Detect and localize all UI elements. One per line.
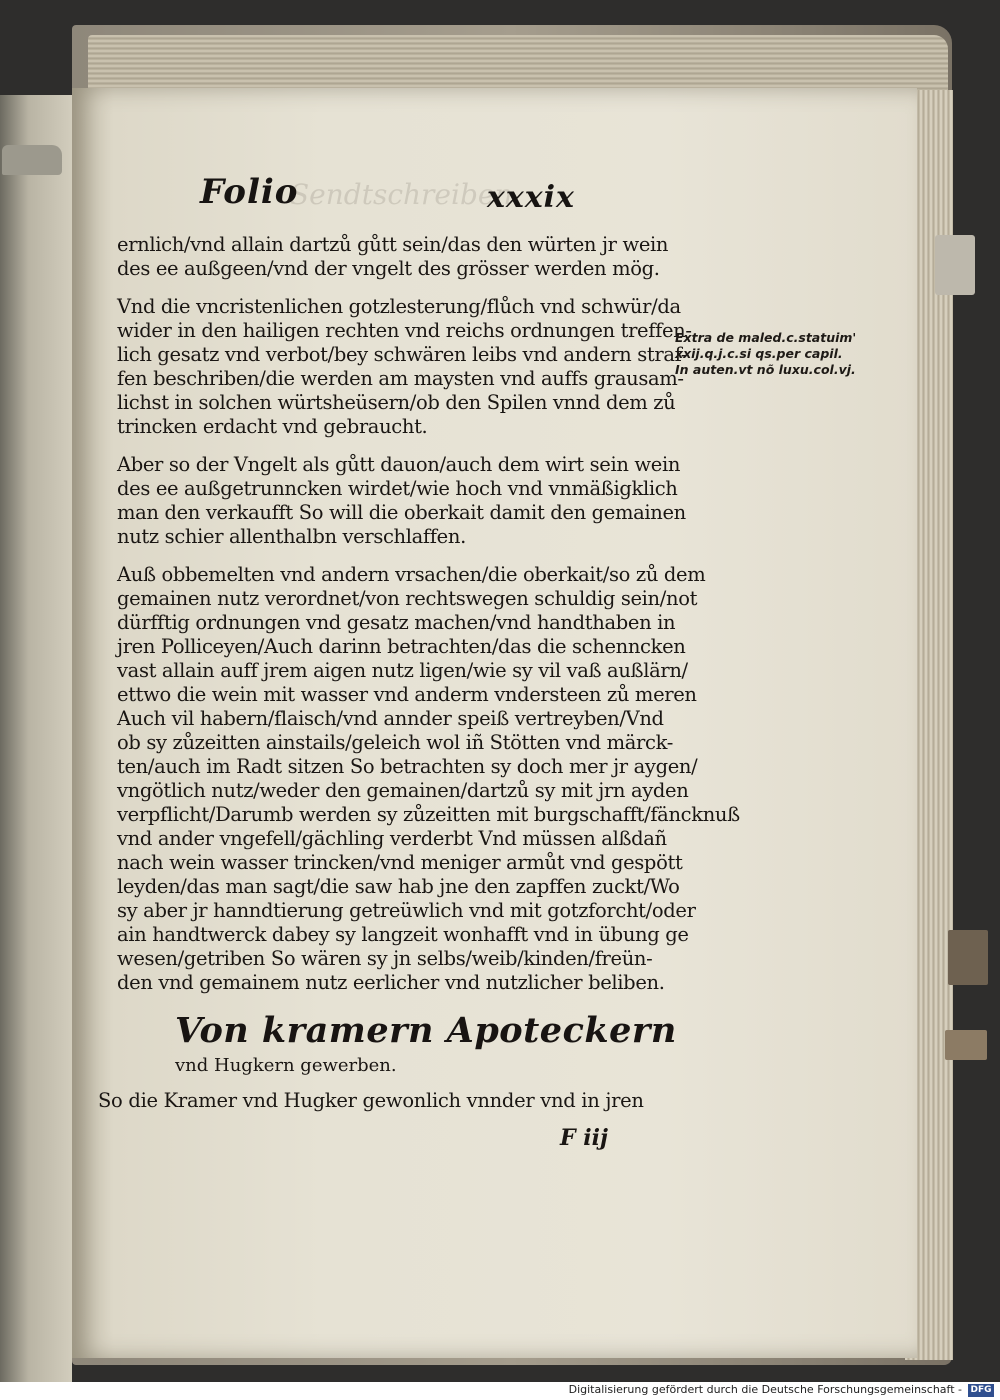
paragraph-2: [117, 295, 692, 439]
paragraph-3: [117, 453, 686, 549]
margin-note: [675, 330, 856, 378]
text-line: ernlich/vnd allain dartzů gůtt sein/das den würten jr wein: [117, 233, 669, 256]
text-line: lich gesatz vnd verbot/bey schwären leibs vnd andern straf-: [117, 343, 688, 366]
text-line: nutz schier allenthalbn verschlaffen.: [117, 525, 466, 548]
text-line: Aber so der Vngelt als gůtt dauon/auch dem wirt sein wein: [117, 453, 681, 476]
page-clip: [935, 235, 975, 295]
text-line: Auß obbemelten vnd andern vrsachen/die oberkait/so zů dem: [117, 563, 706, 586]
section-subheading: vnd Hugkern gewerben.: [175, 1055, 397, 1076]
text-line: verpflicht/Darumb werden sy zůzeitten mit burgschafft/fäncknuß: [117, 803, 740, 826]
text-line: des ee außgetrunncken wirdet/wie hoch vnd vnmäßigklich: [117, 477, 678, 500]
text-line: man den verkaufft So will die oberkait damit den gemainen: [117, 501, 686, 524]
text-line: ain handtwerck dabey sy langzeit wonhafft vnd in übung ge: [117, 923, 689, 946]
text-line: lichst in solchen würtsheüsern/ob den Spilen vnnd dem zů: [117, 391, 676, 414]
margin-note-line: In auten.vt nõ luxu.col.vj.: [675, 362, 856, 377]
text-line: sy aber jr hanndtierung getreüwlich vnd mit gotzforcht/oder: [117, 899, 696, 922]
text-line: ettwo die wein mit wasser vnd anderm vndersteen zů meren: [117, 683, 697, 706]
leather-tab: [945, 1030, 987, 1060]
text-line: ob sy zůzeitten ainstails/geleich wol iñ Stötten vnd märck-: [117, 731, 673, 754]
text-line: ten/auch im Radt sitzen So betrachten sy doch mer jr aygen/: [117, 755, 698, 778]
dfg-logo: DFG: [968, 1384, 994, 1397]
text-line: vngötlich nutz/weder den gemainen/dartzů sy mit jrn ayden: [117, 779, 689, 802]
section-heading: Von kramern Apoteckern: [175, 1010, 677, 1051]
left-page-edge: [0, 95, 72, 1385]
bleed-through-text: Sendtschreiben: [290, 178, 513, 211]
text-line: des ee außgeen/vnd der vngelt des grösser werden mög.: [117, 257, 660, 280]
text-line: fen beschriben/die werden am maysten vnd auffs grausam-: [117, 367, 684, 390]
text-line: gemainen nutz verordnet/von rechtswegen schuldig sein/not: [117, 587, 698, 610]
margin-note-line: Extra de maled.c.statuim': [675, 330, 857, 345]
text-line: dürfftig ordnungen vnd gesatz machen/vnd handthaben in: [117, 611, 676, 634]
text-line: Auch vil habern/flaisch/vnd annder speiß vertreyben/Vnd: [117, 707, 664, 730]
footer-credit: Digitalisierung gefördert durch die Deutsche Forschungsgemeinschaft -: [568, 1383, 962, 1396]
text-line: leyden/das man sagt/die saw hab jne den zapffen zuckt/Wo: [117, 875, 680, 898]
left-page-tab: [2, 145, 62, 175]
text-line: vast allain auff jrem aigen nutz ligen/wie sy vil vaß außlärn/: [117, 659, 688, 682]
leather-tab: [948, 930, 988, 985]
text-line: Vnd die vncristenlichen gotzlesterung/flůch vnd schwür/da: [117, 295, 681, 318]
margin-note-line: xxij.q.j.c.si qs.per capil.: [675, 346, 843, 361]
paragraph-1: [117, 233, 669, 281]
folio-label: Folio: [200, 172, 299, 212]
paragraph-4: [117, 563, 740, 995]
text-line: wesen/getriben So wären sy jn selbs/weib/kinden/freün-: [117, 947, 653, 970]
text-line: wider in den hailigen rechten vnd reichs ordnungen treffen-: [117, 319, 692, 342]
text-line: So die Kramer vnd Hugker gewonlich vnnder vnd in jren: [98, 1089, 644, 1112]
folio-number: xxxix: [487, 180, 575, 215]
text-line: trincken erdacht vnd gebraucht.: [117, 415, 428, 438]
text-line: vnd ander vngefell/gächling verderbt Vnd müssen alßdañ: [117, 827, 667, 850]
signature-mark: F iij: [560, 1125, 608, 1151]
text-line: den vnd gemainem nutz eerlicher vnd nutzlicher beliben.: [117, 971, 665, 994]
text-line: nach wein wasser trincken/vnd meniger armůt vnd gespött: [117, 851, 683, 874]
text-line: jren Polliceyen/Auch darinn betrachten/das die schenncken: [117, 635, 686, 658]
